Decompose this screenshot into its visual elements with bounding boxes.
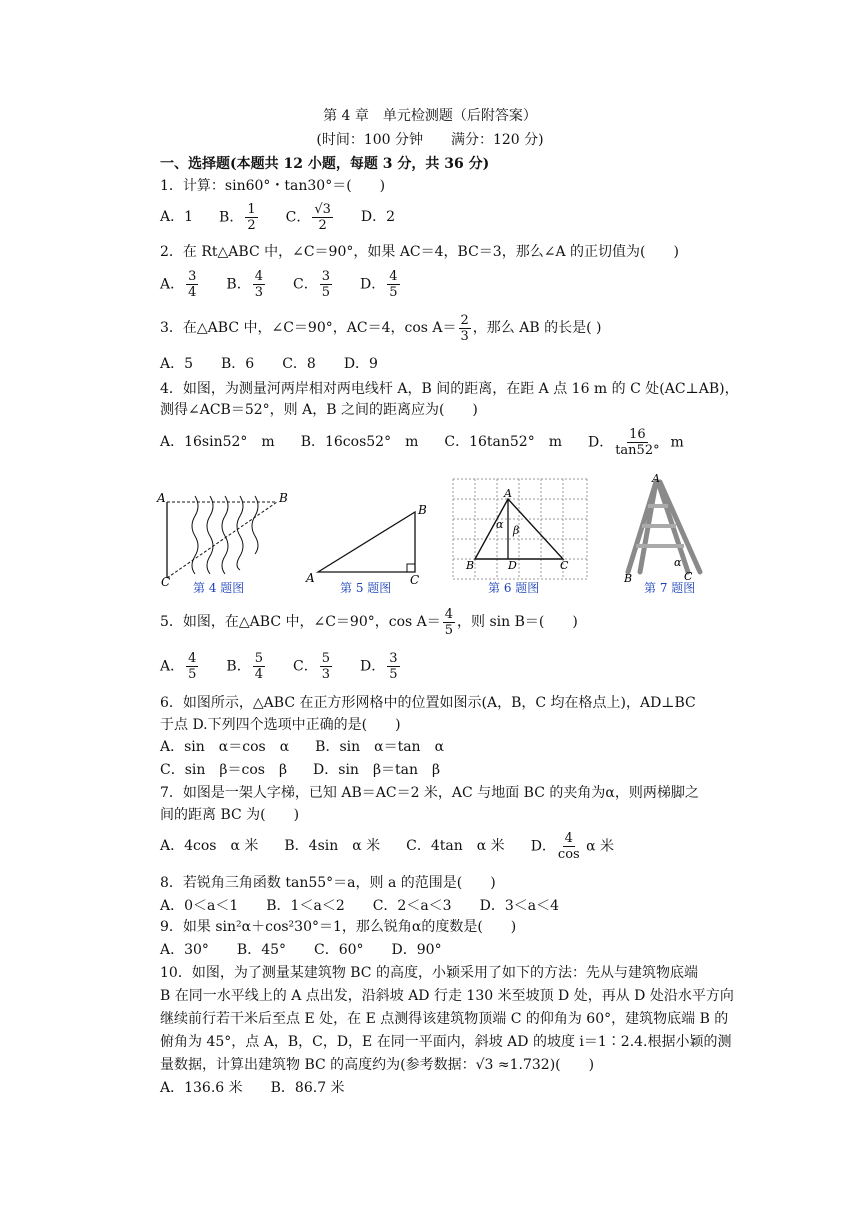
- figure-4-caption: 第 4 题图: [193, 581, 245, 595]
- q8-stem: 8．若锐角三角函数 tan55°＝a，则 a 的范围是( ): [160, 875, 496, 891]
- fig4-label-a: A: [157, 491, 166, 505]
- q2-option-c: C． $\frac{3}{5}$: [292, 268, 330, 300]
- figure-6-grid: [452, 478, 590, 584]
- q1-option-a: A．1: [160, 209, 194, 225]
- q5-options: [160, 648, 428, 684]
- q2-options: [160, 266, 428, 302]
- q9-options: A．30° B．45° C．60° D．90°: [160, 942, 442, 958]
- figure-7-caption: 第 7 题图: [644, 581, 696, 595]
- q3-stem: 3．在△ABC 中，∠C＝90°，AC＝4，cos A＝ $\frac{2}{3}$ ，那么 AB 的长是( ): [160, 312, 602, 344]
- fig7-label-c: C: [684, 570, 693, 583]
- q5-option-b: B． $\frac{5}{4}$: [226, 650, 263, 682]
- page-title: 第 4 章 单元检测题（后附答案）: [323, 108, 537, 124]
- fig6-label-d: D: [508, 559, 517, 572]
- q4-line2: 测得∠ACB＝52°，则 A，B 之间的距离应为( ): [160, 402, 478, 418]
- fig7-label-a: A: [652, 474, 660, 485]
- fig6-label-beta: β: [513, 524, 520, 537]
- q7-options: [160, 828, 640, 864]
- figure-7-ladder: [618, 474, 708, 584]
- q4-options: [160, 424, 710, 460]
- q1-option-d: D．2: [360, 209, 396, 225]
- q4-option-a: A．16sin52° m: [160, 434, 275, 450]
- page-subtitle: (时间：100 分钟 满分：120 分): [316, 132, 544, 148]
- q6-option-c: C．sin β＝cos β: [160, 762, 288, 778]
- q1-option-b: B． $\frac{1}{2}$: [219, 201, 256, 233]
- fig5-label-b: B: [418, 503, 427, 517]
- q10-line5: 量数据，计算出建筑物 BC 的高度约为(参考数据：√3 ≈1.732)( ): [160, 1057, 595, 1073]
- q7-option-d: D． $\frac{4}{\cos}$ α 米: [530, 830, 615, 862]
- figure-6-caption: 第 6 题图: [488, 581, 540, 595]
- fig4-label-c: C: [161, 575, 171, 588]
- q2-stem: 2．在 Rt△ABC 中，∠C＝90°，如果 AC＝4，BC＝3，那么∠A 的正切值为( ): [160, 244, 679, 260]
- q10-line4: 俯角为 45°，点 A，B，C，D，E 在同一平面内，斜坡 AD 的坡度 i＝1∶2.4.根据小颖的测: [160, 1034, 732, 1050]
- fig6-label-a: A: [504, 487, 512, 500]
- q10-line1: 10．如图，为了测量某建筑物 BC 的高度，小颖采用了如下的方法：先从与建筑物底端: [160, 965, 698, 981]
- figure-4-river: [155, 488, 290, 588]
- figure-5-caption: 第 5 题图: [340, 581, 392, 595]
- fig4-label-b: B: [279, 491, 288, 505]
- q7-option-b: B．4sin α 米: [284, 838, 381, 854]
- q6-option-b: B．sin α＝tan α: [315, 739, 445, 755]
- q2-option-b: B． $\frac{4}{3}$: [226, 268, 263, 300]
- q6-options-row1: [160, 738, 470, 756]
- q2-option-a: A． $\frac{3}{4}$: [160, 268, 197, 300]
- q6-line1: 6．如图所示，△ABC 在正方形网格中的位置如图示(A，B，C 均在格点上)，AD⊥BC: [160, 695, 696, 711]
- figure-5-triangle: [300, 500, 435, 585]
- fig5-label-a: A: [306, 571, 315, 585]
- fig7-label-alpha: α: [674, 556, 682, 569]
- fig6-label-alpha: α: [496, 518, 504, 531]
- q8-options: A．0＜a＜1 B．1＜a＜2 C．2＜a＜3 D．3＜a＜4: [160, 898, 559, 914]
- q10-options: A．136.6 米 B．86.7 米: [160, 1080, 345, 1096]
- q5-option-c: C． $\frac{5}{3}$: [292, 650, 330, 682]
- q6-option-d: D．sin β＝tan β: [313, 762, 441, 778]
- q3-options: A．5 B．6 C．8 D．9: [160, 356, 378, 372]
- fig5-label-c: C: [410, 573, 420, 585]
- q1-options: [160, 200, 421, 234]
- q4-option-b: B．16cos52° m: [300, 434, 419, 450]
- q10-line3: 继续前行若干米后至点 E 处，在 E 点测得该建筑物顶端 C 的仰角为 60°，建筑物底端 B 的: [160, 1011, 729, 1027]
- fig7-label-b: B: [624, 572, 633, 584]
- q9-stem: 9．如果 sin²α＋cos²30°＝1，那么锐角α的度数是( ): [160, 919, 517, 935]
- q2-option-d: D． $\frac{4}{5}$: [359, 268, 398, 300]
- q4-option-c: C．16tan52° m: [444, 434, 562, 450]
- q4-option-d: D． $\frac{16}{\tan 52^\circ}$ m: [587, 426, 684, 458]
- q7-option-a: A．4cos α 米: [160, 838, 259, 854]
- fig6-label-c: C: [560, 559, 569, 572]
- section-heading: 一、选择题(本题共 12 小题，每题 3 分，共 36 分): [160, 156, 490, 172]
- q5-option-a: A． $\frac{4}{5}$: [160, 650, 197, 682]
- q6-options-row2: [160, 761, 466, 779]
- q7-line2: 间的距离 BC 为( ): [160, 807, 300, 823]
- q6-option-a: A．sin α＝cos α: [160, 739, 290, 755]
- q7-option-c: C．4tan α 米: [406, 838, 505, 854]
- q10-line2: B 在同一水平线上的 A 点出发，沿斜坡 AD 行走 130 米至坡顶 D 处，再从 D 处沿水平方向: [160, 988, 734, 1004]
- q7-line1: 7．如图是一架人字梯，已知 AB＝AC＝2 米，AC 与地面 BC 的夹角为α，则两梯脚之: [160, 785, 699, 801]
- q1-option-c: C． $\frac{√3}{2}$: [285, 201, 331, 233]
- q4-line1: 4．如图，为测量河两岸相对两电线杆 A，B 间的距离，在距 A 点 16 m 的 C 处(AC⊥AB)，: [160, 381, 739, 397]
- q1-stem: 1．计算：sin60°・tan30°＝( ): [160, 178, 386, 194]
- fig6-label-b: B: [466, 559, 475, 572]
- q5-option-d: D． $\frac{3}{5}$: [359, 650, 398, 682]
- q6-line2: 于点 D.下列四个选项中正确的是( ): [160, 717, 401, 733]
- q5-stem: 5．如图，在△ABC 中，∠C＝90°，cos A＝ $\frac{4}{5}$ ，则 sin B＝( ): [160, 606, 578, 638]
